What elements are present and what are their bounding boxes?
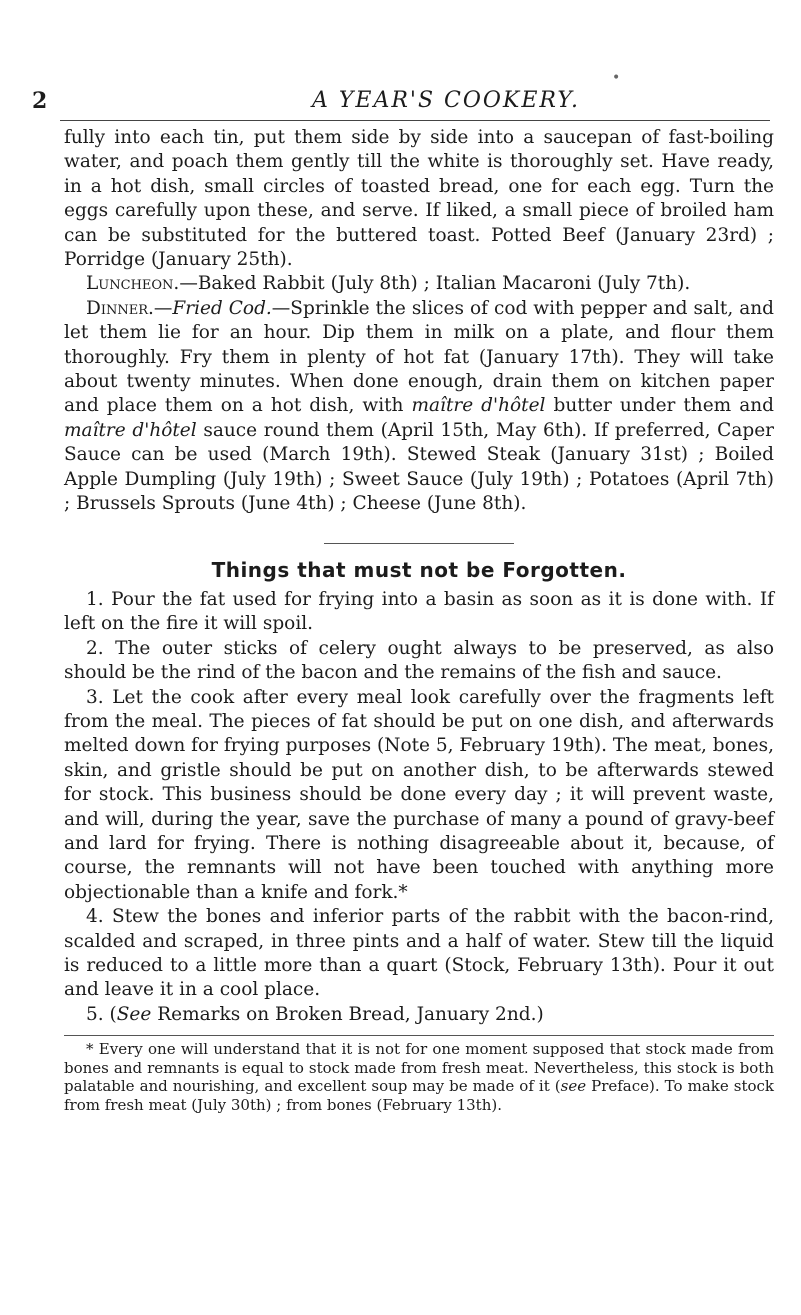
footnote-see: see bbox=[560, 1077, 587, 1096]
dinner-dish: Fried Cod. bbox=[172, 297, 272, 319]
header-rule bbox=[60, 120, 770, 121]
footnote-text-2: Preface). To make stock from fresh meat (July 30th) ; from bones (February 13th). bbox=[64, 1077, 774, 1114]
page-body bbox=[64, 126, 774, 1114]
section-heading: Things that must not be Forgotten. bbox=[211, 557, 627, 582]
item5-prefix: 5. ( bbox=[86, 1003, 117, 1025]
dinner-label: Dinner. bbox=[86, 297, 154, 319]
paragraph-dinner: Dinner.—Fried Cod.—Sprinkle the slices of cod with pepper and salt, and let them lie for an hour. Dip them in milk on a plate, and flour them thoroughly. Fry them in plenty of hot fat (January 17th). They will take about twenty minutes. When done enough, drain them on kitchen paper and place them on a hot dish, with maître d'hôtel butter under them and maître d'hôtel sauce round them (April 15th, May 6th). If preferred, Caper Sauce can be used (March 19th). Stewed Steak (January 31st) ; Boiled Apple Dumpling (July 19th) ; Sweet Sauce (July 19th) ; Potatoes (April 7th) ; Brussels Sprouts (June 4th) ; Cheese (June 8th). bbox=[64, 297, 774, 515]
print-speck: • bbox=[612, 70, 621, 86]
dinner-text-3: sauce round them (April 15th, May 6th). If preferred, Caper Sauce can be used (March 19th). Stewed Steak (January 31st) ; Boiled Apple Dumpling (July 19th) ; Sweet Sauce (July 19th) ; Potatoes (April 7th) ; Brussels Sprouts (June 4th) ; Cheese (June 8th). bbox=[64, 419, 774, 515]
list-item-3: 3. Let the cook after every meal look carefully over the fragments left from the meal. The pieces of fat should be put on one dish, and afterwards melted down for frying purposes (Note 5, February 19th). The meat, bones, skin, and gristle should be put on another dish, to be afterwards stewed for stock. This business should be done every day ; it will prevent waste, and will, during the year, save the purchase of many a pound of gravy-beef and lard for frying. There is nothing disagreeable about it, because, of course, the remnants will not have been touched with anything more objectionable than a knife and fork.* bbox=[64, 686, 774, 903]
footnote-rule bbox=[64, 1035, 774, 1036]
dinner-text-2: butter under them and bbox=[545, 395, 774, 417]
item5-rest: Remarks on Broken Bread, January 2nd.) bbox=[151, 1003, 544, 1025]
paragraph-luncheon bbox=[64, 272, 774, 296]
luncheon-label: Luncheon. bbox=[86, 273, 180, 295]
paragraph-breakfast-continued: fully into each tin, put them side by side into a saucepan of fast-boiling water, and poach them gently till the white is thoroughly set. Have ready, in a hot dish, small circles of toasted bread, one for each egg. Turn the eggs carefully upon these, and serve. If liked, a small piece of broiled ham can be substituted for the buttered toast. Potted Beef (January 23rd) ; Porridge (January 25th). bbox=[64, 127, 774, 271]
luncheon-text: —Baked Rabbit (July 8th) ; Italian Macaroni (July 7th). bbox=[179, 273, 691, 295]
page-header bbox=[32, 88, 762, 118]
list-item-5 bbox=[64, 1003, 774, 1027]
list-item-2: 2. The outer sticks of celery ought always to be preserved, as also should be the rind of the bacon and the remains of the fish and sauce. bbox=[64, 637, 774, 684]
maitre-dhotel-1: maître d'hôtel bbox=[411, 395, 546, 417]
page-number: 2 bbox=[32, 88, 48, 114]
list-item-1: 1. Pour the fat used for frying into a basin as soon as it is done with. If left on the fire it will spoil. bbox=[64, 588, 774, 635]
footnote bbox=[64, 1040, 774, 1114]
running-title: A YEAR'S COOKERY. bbox=[312, 88, 580, 113]
dinner-text-1: —Sprinkle the slices of cod with pepper and salt, and let them lie for an hour. Dip them in milk on a plate, and flour them thoroughly. Fry them in plenty of hot fat (January 17th). They will take about twenty minutes. When done enough, drain them on kitchen paper and place them on a hot dish, with bbox=[64, 297, 774, 417]
list-item-4: 4. Stew the bones and inferior parts of the rabbit with the bacon-rind, scalded and scraped, in three pints and a half of water. Stew till the liquid is reduced to a little more than a quart (Stock, February 13th). Pour it out and leave it in a cool place. bbox=[64, 906, 774, 1001]
section-divider bbox=[324, 543, 514, 544]
item5-see: See bbox=[116, 1003, 152, 1025]
maitre-dhotel-2: maître d'hôtel bbox=[64, 419, 197, 441]
footnote-text-1: * Every one will understand that it is not for one moment supposed that stock made from bones and remnants is equal to stock made from fresh meat. Nevertheless, this stock is both palatable and nourishing, and excellent soup may be made of it ( bbox=[64, 1040, 774, 1096]
